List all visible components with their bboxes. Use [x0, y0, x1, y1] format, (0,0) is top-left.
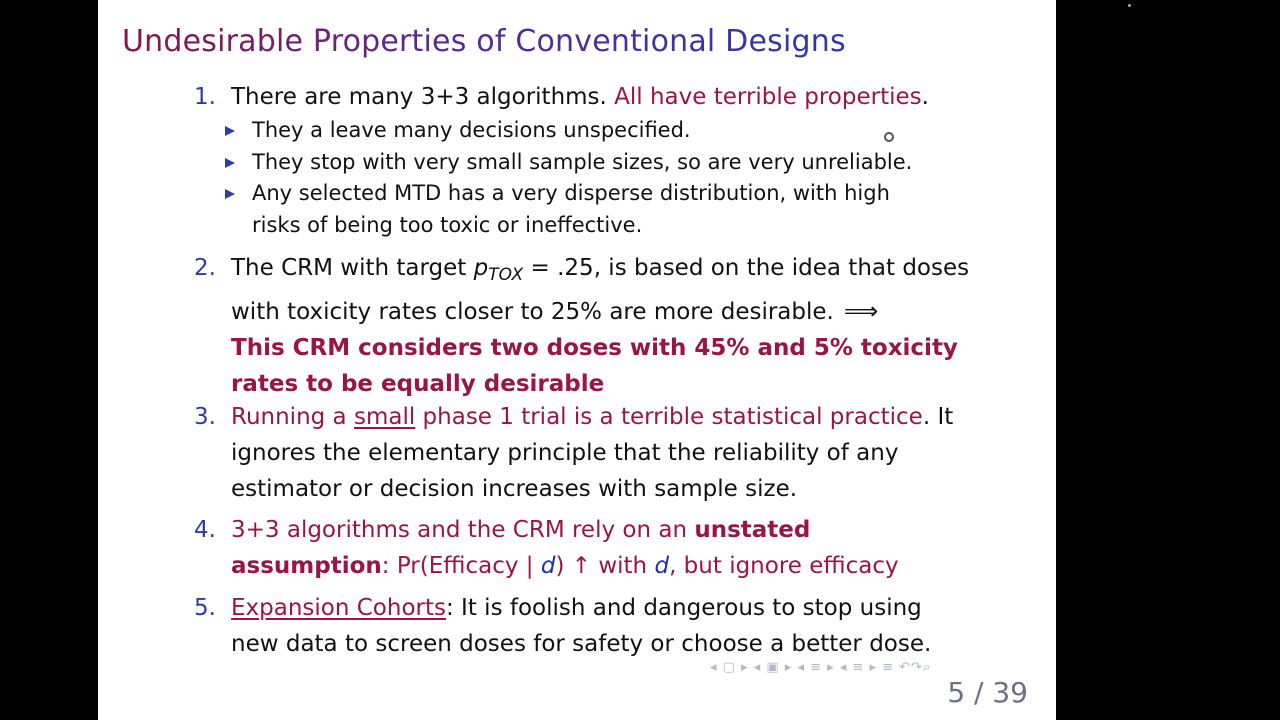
item-2-bold-statement: This CRM considers two doses with 45% and 5% toxicity rates to be equally desirable	[231, 335, 958, 397]
tox-subscript: TOX	[488, 265, 524, 285]
list-item-1	[194, 79, 994, 241]
slide-title: Undesirable Properties of Conventional Designs	[122, 24, 846, 59]
item-3-underlined: small	[353, 404, 416, 430]
item-3-period: .	[922, 404, 931, 430]
item-4-d1: d	[540, 553, 556, 579]
implies-arrow-icon: ⟹	[843, 297, 879, 325]
item-1-period: .	[921, 84, 929, 110]
item-2-pre: The CRM with target	[231, 255, 474, 281]
sub-item	[225, 178, 932, 241]
slide	[98, 0, 1056, 720]
corner-dot	[1128, 4, 1131, 7]
list-item-5	[194, 590, 994, 662]
beamer-navigation[interactable]: ◂ ▢ ▸ ◂ ▣ ▸ ◂ ≡ ▸ ◂ ≡ ▸ ≡ ↶↷⌕	[710, 660, 932, 675]
cursor-icon	[884, 132, 894, 142]
sub-item-text: They a leave many decisions unspecified.	[252, 118, 691, 142]
item-4-f: , but ignore efficacy	[669, 553, 899, 579]
item-2-post: = .25, is based on the idea that doses with toxicity rates closer to 25% are more desirable.	[231, 255, 970, 325]
list-item-2	[194, 250, 994, 402]
list-item-3	[194, 399, 994, 507]
p-symbol: p	[473, 255, 489, 281]
item-1-emphasis: All have terrible properties	[614, 84, 922, 110]
item-number: 5.	[194, 595, 216, 621]
bullet-triangle-icon	[225, 126, 235, 136]
bullet-triangle-icon	[225, 189, 235, 199]
item-3-rest: It ignores the elementary principle that the reliability of any estimator or decision increases with sample size.	[231, 404, 954, 502]
item-3-red-post: phase 1 trial is a terrible statistical practice	[415, 404, 923, 430]
item-number: 1.	[194, 84, 216, 110]
expansion-cohorts-link[interactable]: Expansion Cohorts	[231, 595, 446, 621]
item-4-c: : Pr(Efficacy |	[381, 553, 541, 579]
item-4-bold: unstated assumption	[231, 517, 811, 579]
page-number: 5 / 39	[947, 676, 1028, 709]
bullet-triangle-icon	[225, 158, 235, 168]
sub-item-text: They stop with very small sample sizes, so are very unreliable.	[252, 149, 913, 174]
item-1-sublist	[225, 115, 994, 241]
item-5-rest: : It is foolish and dangerous to stop using new data to screen doses for safety or choose a better dose.	[231, 595, 932, 657]
item-3-red-pre: Running a	[231, 404, 354, 430]
item-4-a: 3+3 algorithms and the CRM rely on an	[231, 517, 695, 543]
item-number: 3.	[194, 404, 216, 430]
list-item-4	[194, 512, 994, 584]
item-4-d2: d	[654, 553, 670, 579]
sub-item	[225, 147, 994, 179]
p-tox-symbol	[473, 255, 524, 285]
item-1-lead: There are many 3+3 algorithms.	[231, 84, 607, 110]
item-4-e: ) ↑ with	[555, 553, 655, 579]
sub-item-text: Any selected MTD has a very disperse distribution, with high risks of being too toxic or ineffective.	[252, 181, 890, 237]
item-number: 4.	[194, 517, 216, 543]
sub-item	[225, 115, 994, 147]
item-number: 2.	[194, 255, 216, 281]
